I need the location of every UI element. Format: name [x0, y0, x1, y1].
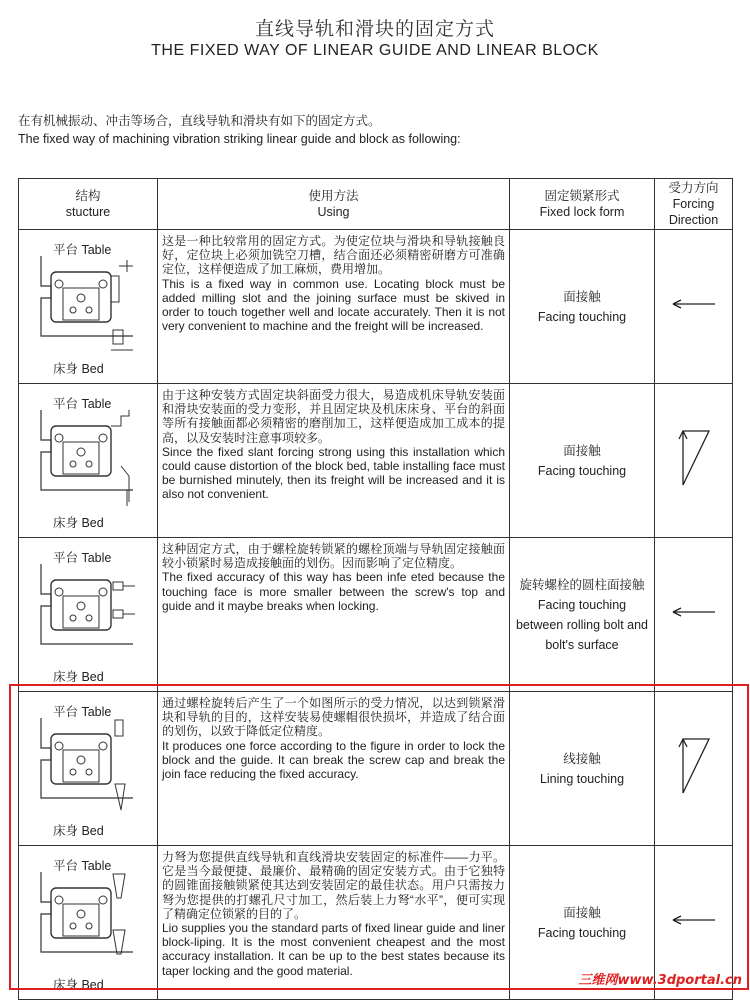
table-label: 平台 Table: [53, 397, 112, 411]
table-row: [19, 384, 733, 538]
bed-label: 床身 Bed: [53, 362, 104, 376]
bed-label: 床身 Bed: [53, 670, 104, 684]
structure-drawing-cell: [19, 538, 158, 692]
table-row: [19, 230, 733, 384]
structure-drawing-cell: [19, 692, 158, 846]
structure-drawing: [37, 714, 141, 824]
force-direction-cell: [655, 692, 733, 846]
lock-form-cell: 旋转螺栓的圆柱面接触 Facing touching between rolling bolt and bolt's surface: [510, 538, 655, 692]
intro-text: [18, 112, 461, 148]
table-label: 平台 Table: [53, 705, 112, 719]
col-usage: 使用方法 Using: [158, 179, 510, 230]
force-direction-cell: [655, 538, 733, 692]
force-direction-cell: [655, 384, 733, 538]
slant-force-icon: [669, 731, 719, 801]
lock-form-cell: 面接触 Facing touching: [510, 846, 655, 1000]
col-force-direction: 受力方向 Forcing Direction: [655, 179, 733, 230]
lock-form-cell: 面接触 Facing touching: [510, 384, 655, 538]
structure-drawing: [37, 406, 141, 516]
lock-form-cell: 面接触 Facing touching: [510, 230, 655, 384]
usage-cell: 力弩为您提供直线导轨和直线滑块安装固定的标准件——力平。它是当今最便捷、最廉价、最精确的固定安装方式。由于它独特的圆锥面接触锁紧使其达到安装固定的最佳状态。用户只需按力弩为您提供的打螺孔尺寸加工，然后装上力弩“水平”，便可实现了精确定位锁紧的目的了。 Lio supplies you the standard parts of fixed linear guide and liner block-liping. It is the most convenient cheapest and the most accuracy installation. It can be up to the best states because its taper locking and the good material.: [158, 846, 510, 1000]
col-structure: 结构 stucture: [19, 179, 158, 230]
table-row: [19, 538, 733, 692]
arrow-left-icon: [669, 602, 719, 622]
table-row: [19, 692, 733, 846]
structure-drawing: [37, 560, 141, 670]
intro-en: The fixed way of machining vibration striking linear guide and block as following:: [18, 132, 461, 146]
page-title-en: THE FIXED WAY OF LINEAR GUIDE AND LINEAR BLOCK: [151, 42, 599, 59]
watermark: 三维网www.3dportal.cn: [578, 973, 742, 988]
arrow-left-icon: [669, 910, 719, 930]
structure-drawing-cell: [19, 230, 158, 384]
intro-cn: 在有机械振动、冲击等场合，直线导轨和滑块有如下的固定方式。: [18, 114, 381, 128]
arrow-left-icon: [669, 294, 719, 314]
bed-label: 床身 Bed: [53, 978, 104, 992]
usage-cell: 这种固定方式，由于螺栓旋转锁紧的螺栓顶端与导轨固定接触面较小锁紧时易造成接触面的划伤。因而影响了定位精度。 The fixed accuracy of this way has been infe eted because the touching face is more smaller between the screw's top and guide and it maybe breaks when locking.: [158, 538, 510, 692]
structure-drawing: [37, 868, 141, 978]
page-title-cn: 直线导轨和滑块的固定方式: [254, 18, 495, 40]
force-direction-cell: [655, 230, 733, 384]
table-header-row: [19, 179, 733, 230]
fixing-methods-table: [18, 178, 733, 1000]
usage-cell: 这是一种比较常用的固定方式。为使定位块与滑块和导轨接触良好，定位块上必须加铣空刀槽，结合面还必须精密研磨方可准确定位，这样便造成了加工麻烦，费用增加。 This is a fixed way in common use. Locating block must be added milling slot and the joining surface must be skived in order to touch together well and locate accurately. Then it is not very convenient to machine and the freight will be increased.: [158, 230, 510, 384]
table-label: 平台 Table: [53, 551, 112, 565]
bed-label: 床身 Bed: [53, 824, 104, 838]
usage-cell: 由于这种安装方式固定块斜面受力很大，易造成机床导轨安装面和滑块安装面的受力变形，并且固定块及机床床身、平台的斜面等所有接触面都必须精密的磨削加工，这样便造成加工成本的提高，以及安装时注意事项较多。 Since the fixed slant forcing strong using this installation which could cause distortion of the block bed, table installing face must be burnished minutely, then its freight will be increased and it is also not convenient.: [158, 384, 510, 538]
table-label: 平台 Table: [53, 859, 112, 873]
table-label: 平台 Table: [53, 243, 112, 257]
lock-form-cell: 线接触 Lining touching: [510, 692, 655, 846]
bed-label: 床身 Bed: [53, 516, 104, 530]
usage-cell: 通过螺栓旋转后产生了一个如图所示的受力情况，以达到锁紧滑块和导轨的目的，这样安装易使螺帽很快损坏，并造成了结合面的划伤，以致于降低定位精度。 It produces one force according to the figure in order to lock the block and the guide. It can break the screw cap and break the join face reducing the fixed accuracy.: [158, 692, 510, 846]
structure-drawing: [37, 252, 141, 362]
structure-drawing-cell: [19, 846, 158, 1000]
slant-force-icon: [669, 423, 719, 493]
structure-drawing-cell: [19, 384, 158, 538]
col-lock-form: 固定锁紧形式 Fixed lock form: [510, 179, 655, 230]
